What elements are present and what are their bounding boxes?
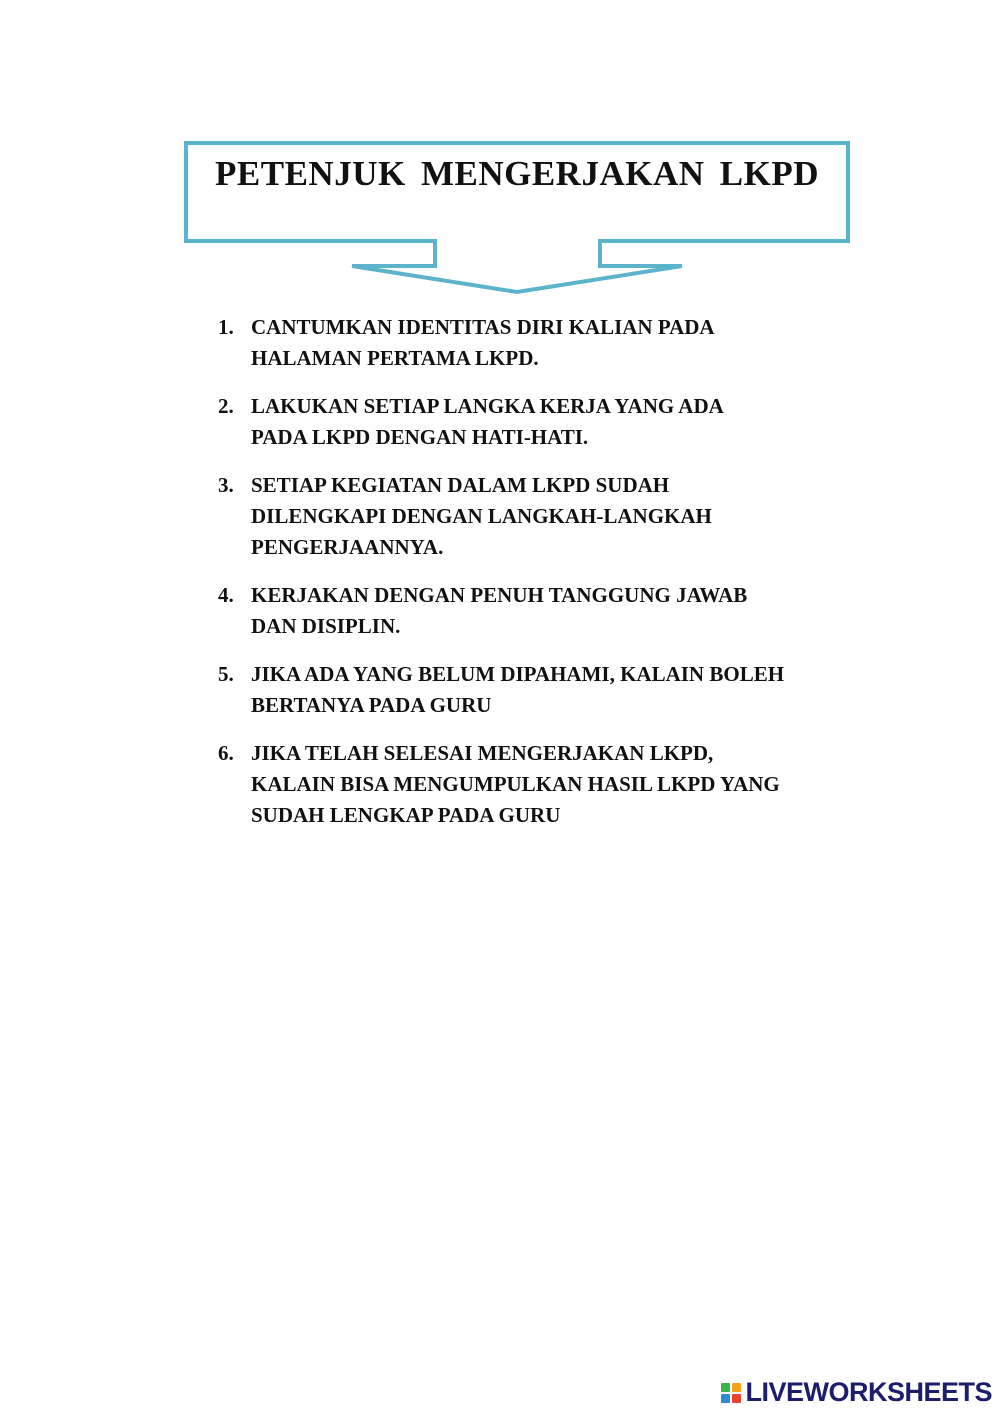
liveworksheets-logo-icon (721, 1383, 741, 1403)
list-item-number: 4. (218, 583, 234, 607)
list-item (218, 580, 878, 642)
list-item-number: 3. (218, 473, 234, 497)
liveworksheets-logo-text: LIVEWORKSHEETS (745, 1377, 992, 1407)
list-item-text: JIKA ADA YANG BELUM DIPAHAMI, KALAIN BOLEH BERTANYA PADA GURU (251, 662, 785, 717)
list-item (218, 312, 878, 374)
list-item-text: JIKA TELAH SELESAI MENGERJAKAN LKPD, KALAIN BISA MENGUMPULKAN HASIL LKPD YANG SUDAH LENGKAP PADA GURU (251, 741, 780, 827)
list-item-text: SETIAP KEGIATAN DALAM LKPD SUDAH DILENGKAPI DENGAN LANGKAH-LANGKAH PENGERJAANNYA. (251, 473, 712, 559)
logo-square-green (721, 1383, 730, 1392)
list-item-number: 6. (218, 741, 234, 765)
list-item-text: CANTUMKAN IDENTITAS DIRI KALIAN PADA HALAMAN PERTAMA LKPD. (251, 315, 715, 370)
list-item-text: LAKUKAN SETIAP LANGKA KERJA YANG ADA PADA LKPD DENGAN HATI-HATI. (251, 394, 724, 449)
list-item-number: 2. (218, 394, 234, 418)
logo-square-blue (721, 1394, 730, 1403)
list-item (218, 659, 878, 721)
logo-square-orange (732, 1383, 741, 1392)
list-item (218, 738, 878, 831)
list-item-number: 5. (218, 662, 234, 686)
liveworksheets-logo[interactable] (721, 1377, 992, 1408)
page-title: PETENJUK MENGERJAKAN LKPD (215, 154, 819, 193)
list-item (218, 391, 878, 453)
logo-square-red (732, 1394, 741, 1403)
list-item-number: 1. (218, 315, 234, 339)
list-item (218, 470, 878, 563)
list-item-text: KERJAKAN DENGAN PENUH TANGGUNG JAWAB DAN DISIPLIN. (251, 583, 748, 638)
instruction-list (218, 312, 878, 848)
